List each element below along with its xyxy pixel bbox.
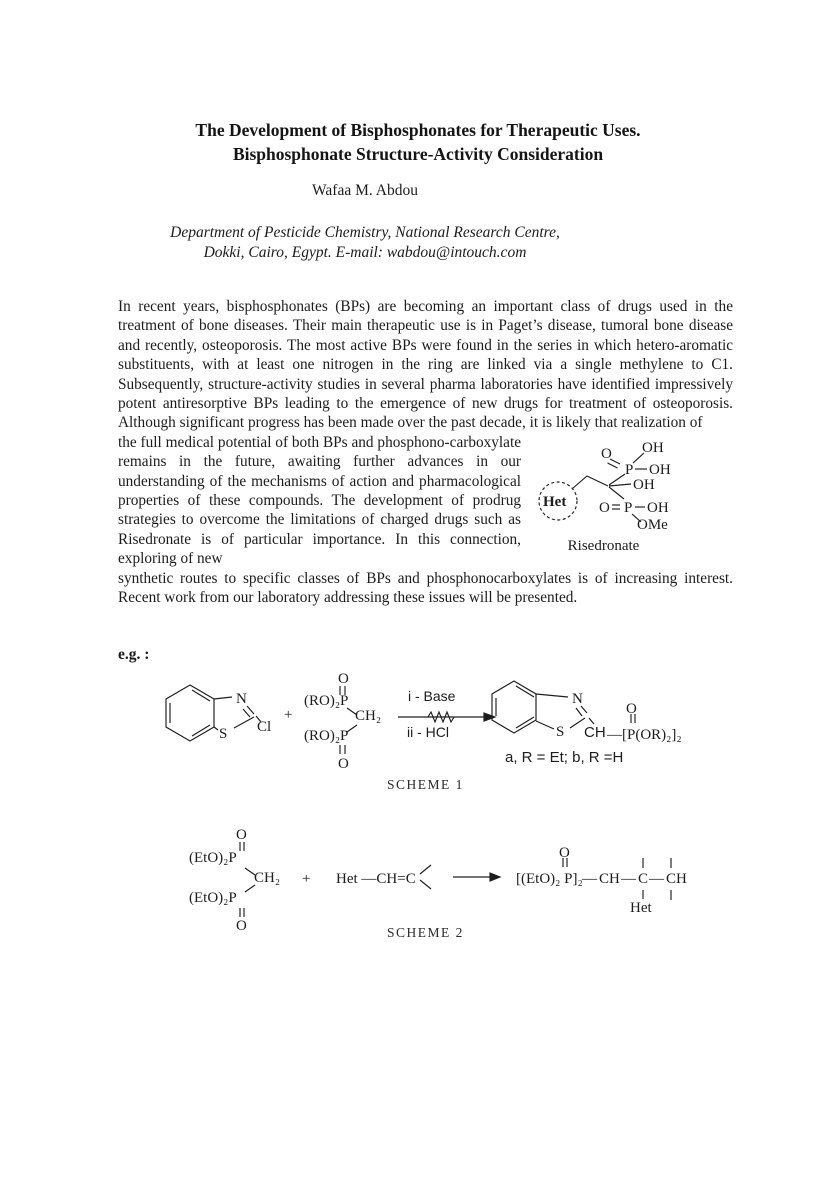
atom-o-top: O <box>236 827 247 843</box>
variant-definitions: a, R = Et; b, R =H <box>505 749 624 766</box>
plus-sign: + <box>302 871 311 887</box>
group-ch2: CH₂ <box>254 870 281 886</box>
affiliation-line2: Dokki, Cairo, Egypt. E-mail: wabdou@intouch.com <box>203 244 527 261</box>
atom-o-top: O <box>601 445 612 462</box>
paper-title-line1: The Development of Bisphosphonates for Therapeutic Uses. <box>195 120 641 140</box>
example-label: e.g. : <box>118 646 150 663</box>
group-eto2p-bottom: (EtO)₂P <box>189 890 237 906</box>
bond-dash-3: — <box>649 871 664 887</box>
abstract <box>118 297 733 608</box>
plus-sign: + <box>284 707 293 723</box>
atom-n-reactant: N <box>236 691 247 707</box>
atom-p-top: P <box>625 461 634 478</box>
atom-p-bottom: P <box>624 499 633 516</box>
group-ro2p-bottom: (RO)₂P <box>304 728 349 744</box>
group-c-center: C <box>638 871 649 887</box>
atom-ome: OMe <box>637 516 668 533</box>
abstract-wrap-row <box>118 433 733 569</box>
scheme-2-diagram <box>118 820 733 940</box>
het-vinyl-formula: Het —CH=C <box>336 871 416 887</box>
group-ch2: CH₂ <box>355 708 382 724</box>
atom-o-top: O <box>338 671 349 687</box>
risedronate-figure <box>521 433 733 563</box>
group-bisphosphonate-product: [(EtO)₂ P]₂ <box>516 871 583 887</box>
atom-oh-mid: OH <box>633 476 655 493</box>
atom-n-product: N <box>572 691 583 707</box>
author-name: Wafaa M. Abdou <box>312 182 418 199</box>
abstract-paragraph-1: In recent years, bisphosphonates (BPs) are becoming an important class of drugs used in the treatment of bone diseases. Their main therapeutic use is in Paget’s disease, tumoral bone disease and recently, osteoporosis. The most active BPs were found in the series in which hetero-aromatic substituents, with at least one nitrogen in the ring are linked via a single methylene to C1. Subsequently, structure-activity studies in several pharma laboratories have identified impressively potent antiresorptive BPs leading to the emergence of new drugs for treatment of osteoporosis. Although significant progress has been made over the past decade, it is likely that realization of <box>118 298 733 432</box>
group-eto2p-top: (EtO)₂P <box>189 850 237 866</box>
atom-o-bottom: O <box>599 499 610 516</box>
affiliation-line1: Department of Pesticide Chemistry, National Research Centre, <box>170 224 560 241</box>
title-block <box>98 118 738 166</box>
bond-dash-2: — <box>621 871 636 887</box>
scheme-1-diagram <box>118 666 733 778</box>
atom-o-product: O <box>559 845 570 861</box>
abstract-paragraph-2: the full medical potential of both BPs and phosphono-carboxylate remains in the future, awaiting further advances in our understanding of the mechanisms of action and pharmacological properties of these compounds. The development of prodrug strategies to overcome the limitations of charged drugs such as Risedronate is of particular importance. In this connection, exploring of new <box>118 433 521 568</box>
scheme-1-caption: SCHEME 1 <box>387 777 464 792</box>
atom-oh-bottom: OH <box>647 499 669 516</box>
group-phosphonate-product: —[P(OR)₂]₂ <box>607 727 682 743</box>
reaction-condition-top: i - Base <box>408 688 456 704</box>
affiliation-block <box>65 223 665 263</box>
group-ro2p-top: (RO)₂P <box>304 693 349 709</box>
abstract-paragraph-3: synthetic routes to specific classes of BPs and phosphonocarboxylates is of increasing interest. Recent work from our laboratory addressing these issues will be presented. <box>118 569 733 607</box>
scheme-1-bond-lines <box>118 666 733 778</box>
group-ch-2: CH <box>666 871 687 887</box>
group-ch-product: CH <box>584 724 606 741</box>
atom-cl: Cl <box>257 719 272 735</box>
atom-o-product: O <box>626 701 637 717</box>
atom-s-reactant: S <box>219 726 228 742</box>
atom-oh-top: OH <box>642 439 664 456</box>
atom-o-bottom: O <box>236 918 247 934</box>
bond-dash-1: — <box>582 871 597 887</box>
risedronate-caption: Risedronate <box>567 537 640 554</box>
reaction-condition-bottom: ii - HCl <box>407 724 449 740</box>
atom-o-bottom: O <box>338 756 349 772</box>
atom-oh-right: OH <box>649 461 671 478</box>
het-ring-label: Het <box>543 493 567 510</box>
atom-s-product: S <box>556 724 565 740</box>
group-ch-1: CH <box>599 871 620 887</box>
scheme-2-caption: SCHEME 2 <box>387 925 464 940</box>
het-label-product: Het <box>630 900 652 916</box>
paper-title-line2: Bisphosphonate Structure-Activity Consideration <box>232 144 604 164</box>
